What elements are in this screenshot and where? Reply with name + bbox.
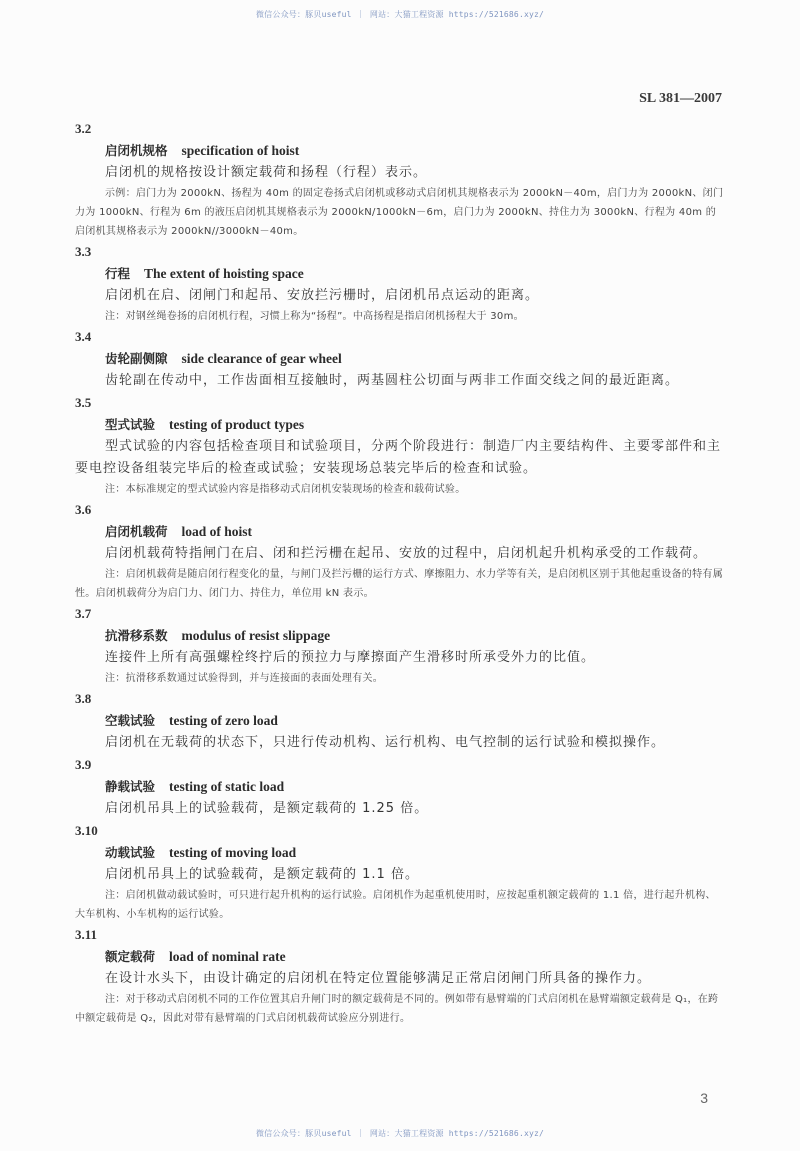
term-en: The extent of hoisting space <box>144 266 304 281</box>
term-zh: 抗滑移系数 <box>105 628 168 643</box>
term-zh: 额定载荷 <box>105 949 156 964</box>
term-section <box>75 754 725 820</box>
term-en: load of nominal rate <box>169 949 286 964</box>
term-section <box>75 118 725 241</box>
term-note: 注：对钢丝绳卷扬的启闭机行程，习惯上称为“扬程”。中高扬程是指启闭机扬程大于 30m。 <box>105 311 524 322</box>
section-number: 3.10 <box>75 823 98 838</box>
term-note: 注：本标准规定的型式试验内容是指移动式启闭机安装现场的检查和载荷试验。 <box>105 484 466 495</box>
term-note: 注：启闭机做动载试验时，可只进行起升机构的运行试验。启闭机作为起重机使用时，应按起重机额定载荷的 1.1 倍，进行起升机构、大车机构、小车机构的运行试验。 <box>75 890 716 920</box>
term-section <box>75 499 725 603</box>
term-note: 注：对于移动式启闭机不同的工作位置其启升闸门时的额定载荷是不同的。例如带有悬臂端的门式启闭机在悬臂端额定载荷是 Q₁，在跨中额定载荷是 Q₂，因此对带有悬臂端的门式启闭机载荷试验应分别进行。 <box>75 994 719 1024</box>
term-heading <box>75 776 725 798</box>
term-definition: 齿轮副在传动中，工作齿面相互接触时，两基圆柱公切面与两非工作面交线之间的最近距离。 <box>105 373 680 388</box>
term-definition: 启闭机载荷特指闸门在启、闭和拦污栅在起吊、安放的过程中，启闭机起升机构承受的工作载荷。 <box>105 546 708 561</box>
term-zh: 静载试验 <box>105 779 156 794</box>
term-note: 示例：启门力为 2000kN、扬程为 40m 的固定卷扬式启闭机或移动式启闭机其规格表示为 2000kN－40m，启门力为 2000kN、闭门力为 1000kN、行程为 6m 的液压启闭机其规格表示为 2000kN/1000kN－6m，启门力为 2000kN、持住力为 3000kN、行程为 40m 的启闭机其规格表示为 2000kN//3000kN－40m。 <box>75 188 724 237</box>
watermark-bottom: 微信公众号：豚贝useful ｜ 网站：大猫工程资源 https://521686.xyz/ <box>255 1129 545 1138</box>
term-en: testing of zero load <box>169 713 278 728</box>
section-number: 3.8 <box>75 691 92 706</box>
term-definition: 启闭机在启、闭闸门和起吊、安放拦污栅时，启闭机吊点运动的距离。 <box>105 288 540 303</box>
section-number: 3.11 <box>75 927 98 942</box>
term-section <box>75 924 725 1028</box>
term-heading <box>75 842 725 864</box>
term-en: testing of product types <box>169 417 305 432</box>
section-number: 3.2 <box>75 121 92 136</box>
term-definition: 连接件上所有高强螺栓终拧后的预拉力与摩擦面产生滑移时所承受外力的比值。 <box>105 650 596 665</box>
section-number: 3.9 <box>75 757 92 772</box>
section-number: 3.4 <box>75 329 92 344</box>
term-section <box>75 326 725 392</box>
standard-code: SL 381—2007 <box>639 91 722 106</box>
page-number: 3 <box>700 1090 708 1106</box>
terms-list <box>75 118 725 1028</box>
term-zh: 启闭机规格 <box>105 143 168 158</box>
term-definition: 型式试验的内容包括检查项目和试验项目，分两个阶段进行：制造厂内主要结构件、主要零部件和主要电控设备组装完毕后的检查或试验；安装现场总装完毕后的检查和试验。 <box>75 439 722 476</box>
term-en: testing of moving load <box>169 845 297 860</box>
section-number: 3.6 <box>75 502 92 517</box>
term-zh: 齿轮副侧隙 <box>105 351 168 366</box>
term-zh: 启闭机载荷 <box>105 524 168 539</box>
term-section <box>75 241 725 326</box>
term-heading <box>75 625 725 647</box>
term-definition: 启闭机吊具上的试验载荷，是额定载荷的 1.25 倍。 <box>105 801 429 816</box>
term-en: specification of hoist <box>181 143 300 158</box>
term-heading <box>75 710 725 732</box>
term-definition: 在设计水头下，由设计确定的启闭机在特定位置能够满足正常启闭闸门所具备的操作力。 <box>105 971 652 986</box>
term-en: modulus of resist slippage <box>181 628 331 643</box>
term-definition: 启闭机吊具上的试验载荷，是额定载荷的 1.1 倍。 <box>105 867 419 882</box>
term-heading <box>75 946 725 968</box>
section-number: 3.5 <box>75 395 92 410</box>
section-number: 3.7 <box>75 606 92 621</box>
term-heading <box>75 521 725 543</box>
term-zh: 型式试验 <box>105 417 156 432</box>
term-heading <box>75 414 725 436</box>
term-heading <box>75 348 725 370</box>
term-definition: 启闭机的规格按设计额定载荷和扬程（行程）表示。 <box>105 165 428 180</box>
term-zh: 动载试验 <box>105 845 156 860</box>
term-zh: 行程 <box>105 266 131 281</box>
term-heading <box>75 140 725 162</box>
term-en: load of hoist <box>181 524 253 539</box>
term-definition: 启闭机在无载荷的状态下，只进行传动机构、运行机构、电气控制的运行试验和模拟操作。 <box>105 735 666 750</box>
term-section <box>75 688 725 754</box>
term-heading <box>75 263 725 285</box>
term-en: testing of static load <box>169 779 285 794</box>
term-note: 注：抗滑移系数通过试验得到，并与连接面的表面处理有关。 <box>105 673 384 684</box>
term-section <box>75 820 725 924</box>
term-zh: 空载试验 <box>105 713 156 728</box>
term-en: side clearance of gear wheel <box>181 351 342 366</box>
term-note: 注：启闭机载荷是随启闭行程变化的量，与闸门及拦污栅的运行方式、摩擦阻力、水力学等有关，是启闭机区别于其他起重设备的特有属性。启闭机载荷分为启门力、闭门力、持住力，单位用 kN 表示。 <box>75 569 723 599</box>
watermark-top: 微信公众号：豚贝useful ｜ 网站：大猫工程资源 https://521686.xyz/ <box>255 10 545 19</box>
term-section <box>75 603 725 688</box>
section-number: 3.3 <box>75 244 92 259</box>
term-section <box>75 392 725 499</box>
